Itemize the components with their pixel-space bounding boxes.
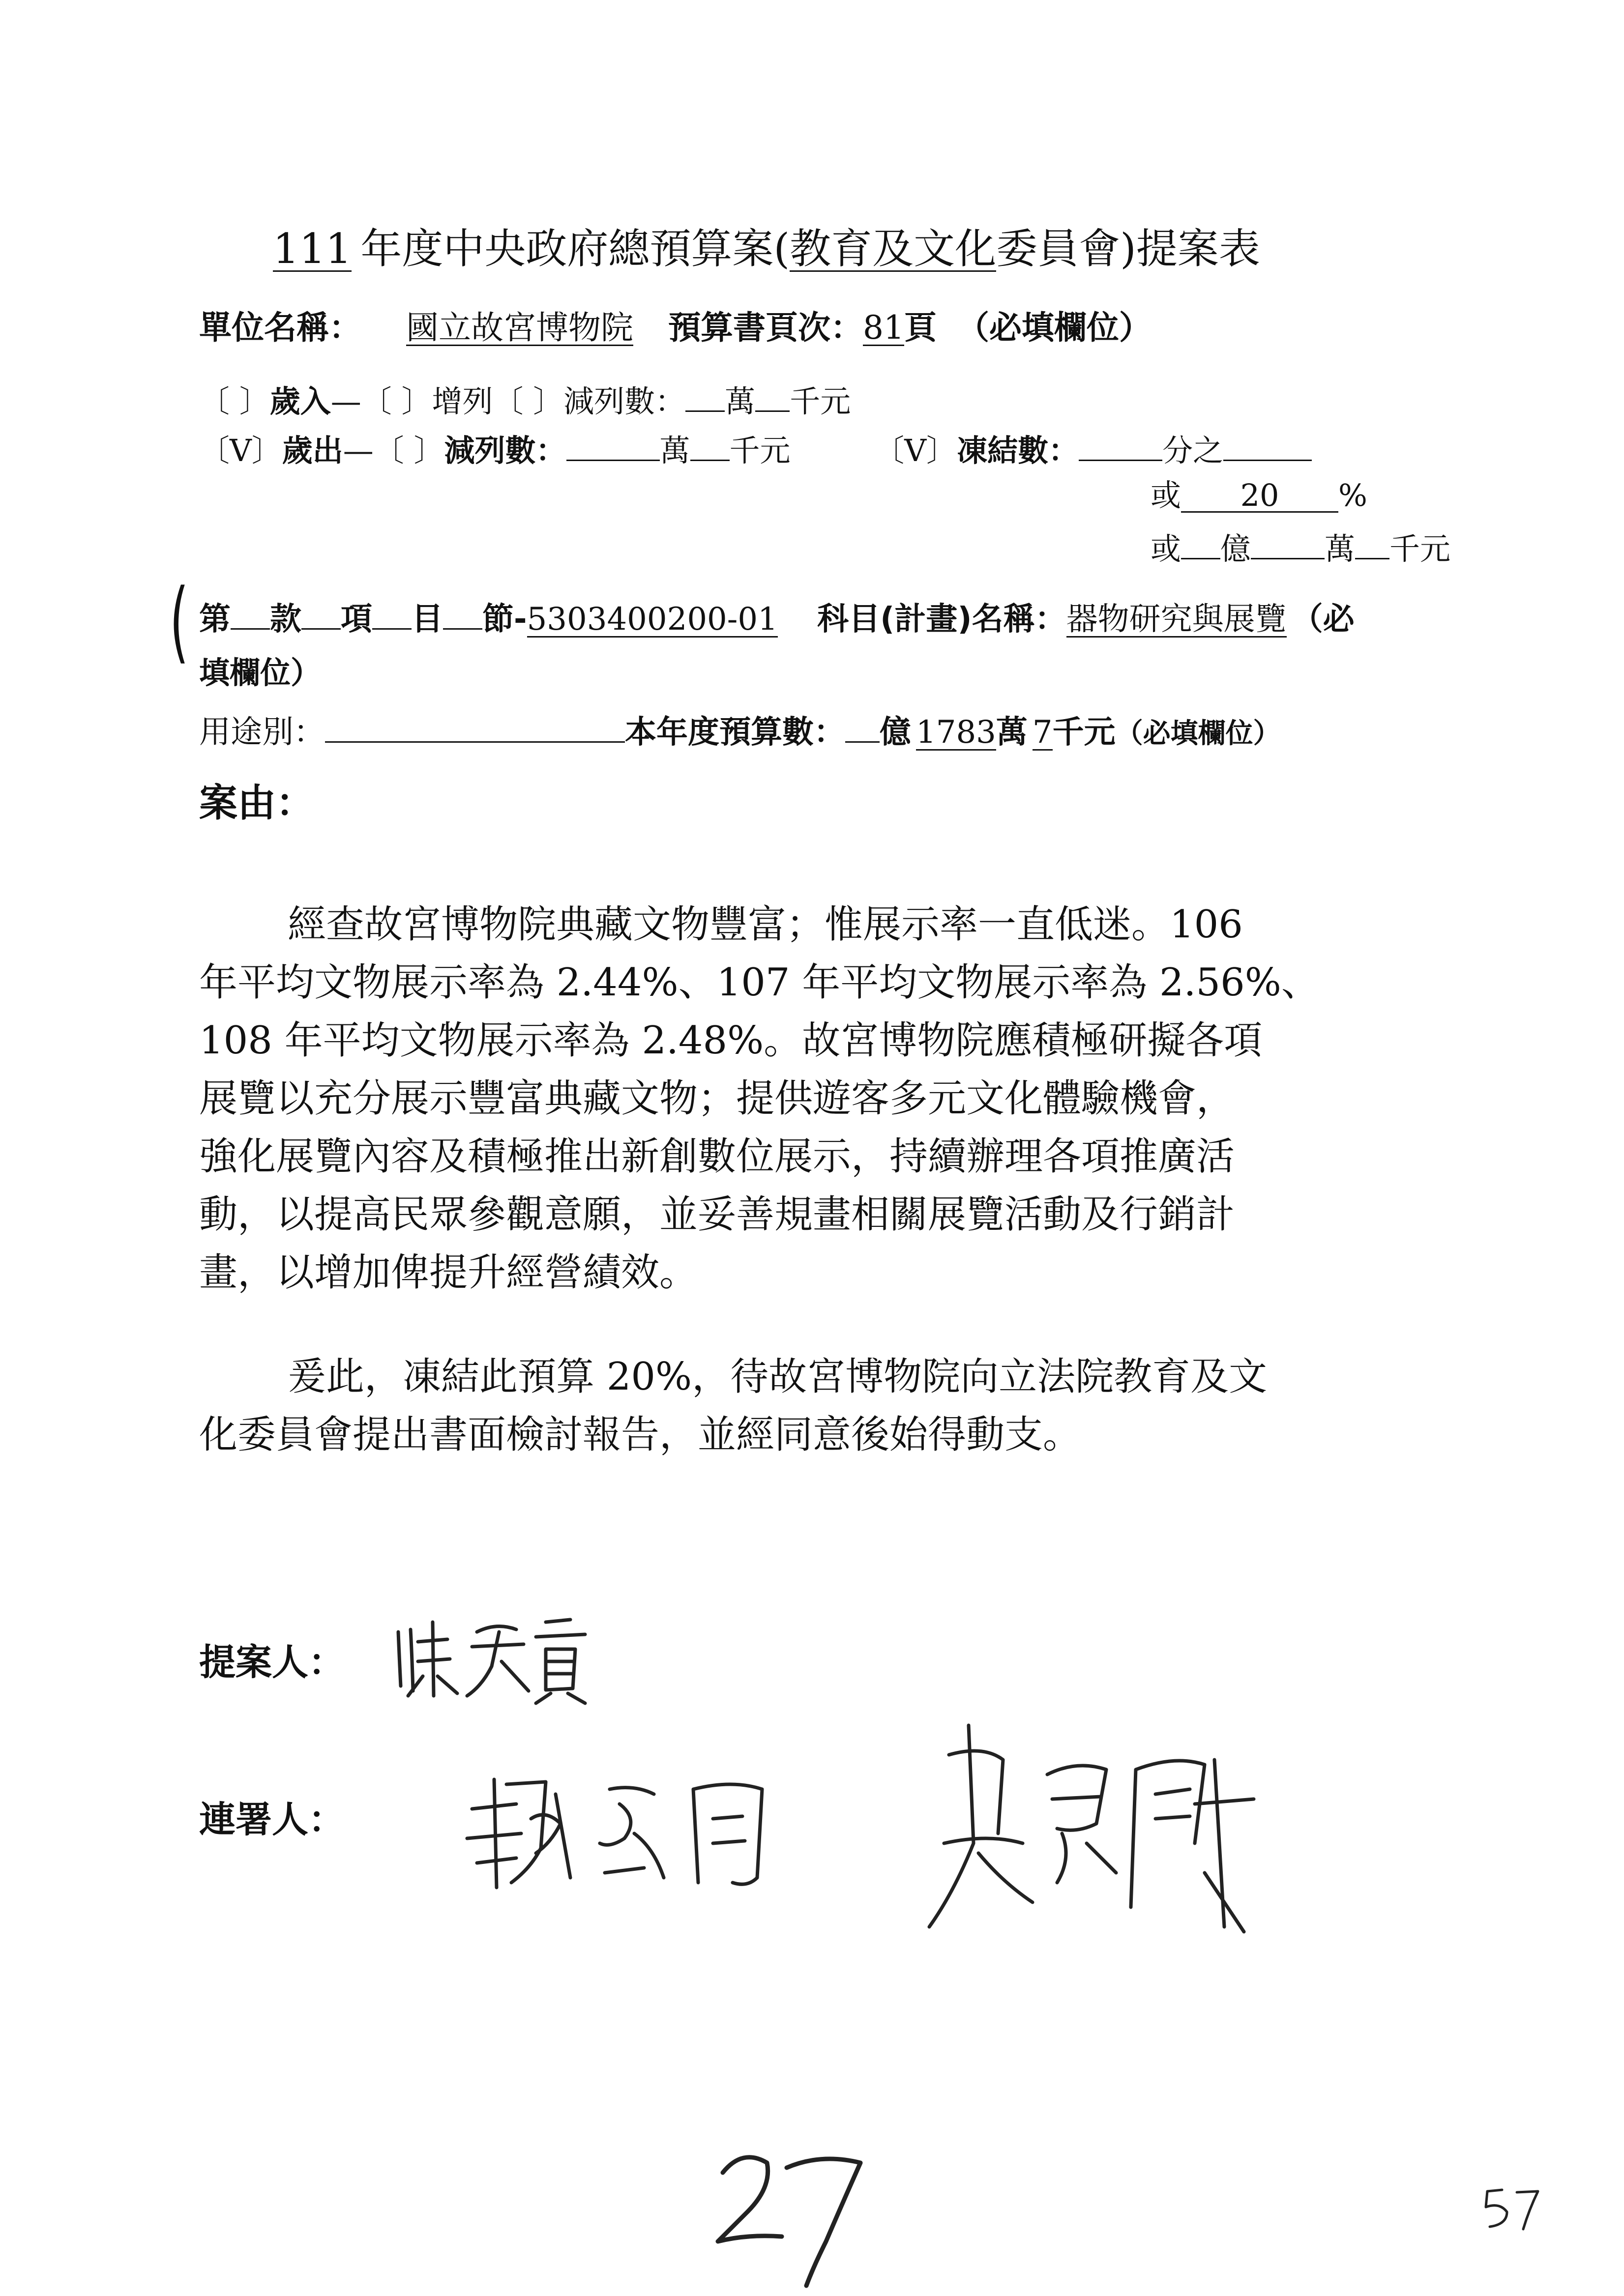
form-title xyxy=(273,227,1260,272)
page-label: 預算書頁次： xyxy=(668,309,863,347)
expense-decrease-label: 減列數： xyxy=(444,433,566,468)
budget-wan-unit: 萬 xyxy=(996,714,1028,751)
expense-wan-blank xyxy=(566,430,660,461)
account-mu-blank xyxy=(372,599,412,630)
revenue-label: 歲入 xyxy=(269,383,331,419)
expense-label: 歲出 xyxy=(282,433,343,468)
freeze-qian-blank xyxy=(1355,528,1389,559)
account-jie-blank xyxy=(443,599,482,630)
proposer-label: 提案人： xyxy=(199,1641,345,1684)
paragraph-line: 爰此，凍結此預算 20%，待故宮博物院向立法院教育及文 xyxy=(288,1355,1268,1399)
account-required-b: 填欄位） xyxy=(199,655,322,691)
revenue-dash: — xyxy=(330,383,361,419)
freeze-percent-row xyxy=(1151,479,1367,513)
reason-heading: 案由： xyxy=(199,781,315,825)
title-committee: 教育及文化 xyxy=(790,225,997,273)
revenue-qian-blank xyxy=(755,381,790,412)
account-kuan: 款 xyxy=(270,601,301,638)
page-unit: 頁 xyxy=(904,309,937,347)
revenue-wan-unit: 萬 xyxy=(725,383,756,419)
freeze-percent-or: 或 xyxy=(1151,477,1181,513)
cosigner-label: 連署人： xyxy=(199,1799,345,1841)
freeze-amount-or: 或 xyxy=(1151,531,1181,567)
expense-wan-unit: 萬 xyxy=(659,433,690,468)
budget-qian-unit: 千元 xyxy=(1052,714,1116,751)
freeze-numerator-blank xyxy=(1079,430,1162,461)
freeze-percent-number: 20 xyxy=(1240,477,1279,513)
paragraph-line: 化委員會提出書面檢討報告，並經同意後始得動支。 xyxy=(199,1413,1082,1457)
paragraph-line: 108 年平均文物展示率為 2.48%。故宮博物院應積極研擬各項 xyxy=(199,1018,1263,1063)
budget-yi-unit: 億 xyxy=(880,714,911,751)
revenue-checkbox: 〔 〕 xyxy=(199,383,270,419)
paragraph-line: 強化展覽內容及積極推出新創數位展示，持續辦理各項推廣活 xyxy=(199,1134,1235,1179)
budget-qian-value: 7 xyxy=(1032,714,1053,751)
purpose-row xyxy=(199,712,1281,751)
expense-qian-blank xyxy=(690,430,730,461)
expense-qian-unit: 千元 xyxy=(729,433,791,468)
freeze-fraction-text: 分之 xyxy=(1162,433,1224,468)
corner-number xyxy=(1480,2182,1544,2237)
revenue-increase-option: 〔 〕增列 xyxy=(361,383,493,419)
account-xiang-blank xyxy=(301,599,341,630)
account-kuan-blank xyxy=(231,599,270,630)
account-required-a: （必 xyxy=(1291,601,1355,638)
revenue-qian-unit: 千元 xyxy=(790,383,851,419)
title-prefix: 年度中央政府總預算案( xyxy=(360,225,790,273)
account-jie: 節- xyxy=(482,601,527,638)
proposer-signature xyxy=(388,1602,664,1706)
paragraph-line: 畫，以增加俾提升經營績效。 xyxy=(199,1250,698,1295)
account-code: 5303400200-01 xyxy=(527,601,778,638)
freeze-amount-row xyxy=(1151,528,1451,567)
revenue-row xyxy=(199,381,851,417)
account-bracket: ( xyxy=(170,570,189,673)
freeze-wan-blank xyxy=(1251,528,1325,559)
freeze-denominator-blank xyxy=(1223,430,1312,461)
unit-value: 國立故宮博物院 xyxy=(406,309,633,347)
freeze-yi-unit: 億 xyxy=(1220,531,1251,567)
expense-checkbox: 〔V〕 xyxy=(199,433,282,468)
unit-label: 單位名稱： xyxy=(199,309,361,347)
account-mu: 目 xyxy=(412,601,443,638)
paragraph-line: 展覽以充分展示豐富典藏文物；提供遊客多元文化體驗機會， xyxy=(199,1076,1235,1121)
freeze-percent-value xyxy=(1181,479,1338,513)
budget-required-note: （必填欄位） xyxy=(1115,718,1281,750)
expense-row xyxy=(199,430,1312,466)
freeze-percent-sign: % xyxy=(1338,477,1367,513)
account-xiang: 項 xyxy=(341,601,372,638)
paragraph-line: 經查故宮博物院典藏文物豐富；惟展示率一直低迷。106 xyxy=(288,902,1243,947)
revenue-wan-blank xyxy=(685,381,725,412)
unit-required-note: （必填欄位） xyxy=(956,309,1152,347)
purpose-label: 用途別： xyxy=(199,714,325,751)
reason-paragraph-1 xyxy=(199,896,1428,1302)
title-suffix: 委員會)提案表 xyxy=(996,225,1260,273)
freeze-wan-unit: 萬 xyxy=(1325,531,1356,567)
paragraph-line: 動，以提高民眾參觀意願，並妥善規畫相關展覽活動及行銷計 xyxy=(199,1192,1235,1237)
expense-dash: — xyxy=(343,433,374,468)
title-year: 111 xyxy=(273,225,352,273)
budget-yi-blank xyxy=(845,712,880,743)
cosigner-signature-1 xyxy=(457,1750,811,1907)
paragraph-line: 年平均文物展示率為 2.44%、107 年平均文物展示率為 2.56%、 xyxy=(199,960,1320,1005)
cosigner-signature-2 xyxy=(900,1696,1293,1951)
purpose-blank xyxy=(325,712,625,743)
expense-decrease-checkbox: 〔 〕 xyxy=(373,433,444,468)
page-value: 81 xyxy=(862,309,904,347)
revenue-decrease-option: 〔 〕減列數： xyxy=(493,383,686,419)
account-row xyxy=(199,599,1355,638)
freeze-yi-blank xyxy=(1181,528,1220,559)
account-name-value: 器物研究與展覽 xyxy=(1066,601,1287,638)
page-number xyxy=(713,2133,890,2291)
freeze-qian-unit: 千元 xyxy=(1389,531,1451,567)
budget-wan-value: 1783 xyxy=(916,714,996,751)
account-di: 第 xyxy=(199,601,231,638)
freeze-label: 凍結數： xyxy=(957,433,1079,468)
freeze-checkbox: 〔V〕 xyxy=(874,433,957,468)
reason-paragraph-2 xyxy=(199,1348,1428,1464)
unit-row xyxy=(199,311,1152,346)
account-name-label: 科目(計畫)名稱： xyxy=(817,601,1066,638)
budget-label: 本年度預算數： xyxy=(625,714,845,751)
